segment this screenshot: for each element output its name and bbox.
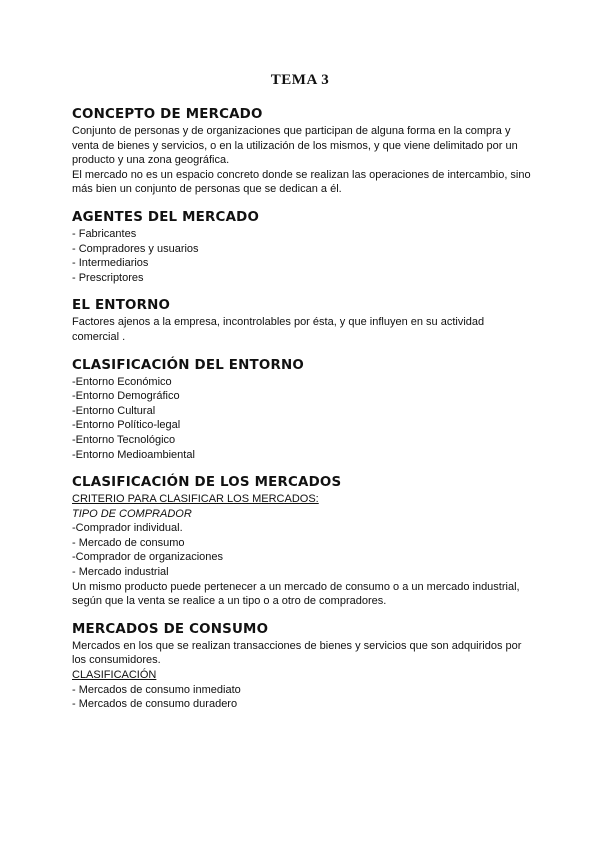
subheading-tipo-comprador: TIPO DE COMPRADOR (72, 507, 192, 520)
subheading-clasificacion: CLASIFICACIÓN (72, 669, 157, 682)
document-body (72, 106, 532, 724)
list-item: - Mercado de consumo (72, 536, 185, 549)
heading-clasificacion-entorno: CLASIFICACIÓN DEL ENTORNO (72, 357, 304, 373)
list-item: - Mercado industrial (72, 566, 169, 579)
paragraph: Conjunto de personas y de organizaciones que participan de alguna forma en la compra y venta de bienes y servicios, o en la utilización de los mismos, y que viene delimitado por un producto y una zona geográfica. (72, 125, 518, 167)
heading-mercados-consumo: MERCADOS DE CONSUMO (72, 621, 269, 637)
section-concepto (72, 106, 532, 197)
list-item: -Comprador individual. (72, 522, 183, 535)
list-item: -Comprador de organizaciones (72, 551, 224, 564)
section-agentes (72, 209, 532, 285)
list-item: -Entorno Medioambiental (72, 448, 195, 461)
section-clasificacion-mercados (72, 474, 532, 609)
list-item: - Compradores y usuarios (72, 242, 199, 255)
list-item: -Entorno Económico (72, 375, 172, 388)
list-item: - Prescriptores (72, 271, 144, 284)
subheading-criterio: CRITERIO PARA CLASIFICAR LOS MERCADOS: (72, 493, 319, 506)
list-item: - Intermediarios (72, 257, 149, 270)
paragraph: Un mismo producto puede pertenecer a un mercado de consumo o a un mercado industrial, según que la venta se realice a un tipo o a otro de compradores. (72, 580, 520, 608)
list-item: -Entorno Cultural (72, 404, 156, 417)
list-item: - Fabricantes (72, 227, 137, 240)
heading-concepto: CONCEPTO DE MERCADO (72, 107, 263, 122)
document-title: TEMA 3 (270, 72, 330, 88)
list-item: - Mercados de consumo inmediato (72, 683, 241, 696)
paragraph: Mercados en los que se realizan transacciones de bienes y servicios que son adquiridos por los consumidores. (72, 639, 522, 667)
list-item: -Entorno Político-legal (72, 419, 181, 432)
list-item: -Entorno Tecnológico (72, 433, 176, 446)
heading-clasificacion-mercados: CLASIFICACIÓN DE LOS MERCADOS (72, 475, 342, 491)
paragraph: El mercado no es un espacio concreto donde se realizan las operaciones de intercambio, sino más bien un conjunto de personas que se dedican a él. (72, 168, 531, 196)
paragraph: Factores ajenos a la empresa, incontrolables por ésta, y que influyen en su actividad comercial . (72, 316, 485, 343)
heading-entorno: EL ENTORNO (72, 298, 171, 314)
list-item: - Mercados de consumo duradero (72, 698, 238, 711)
list-item: -Entorno Demográfico (72, 390, 180, 403)
section-mercados-consumo (72, 621, 532, 712)
section-clasificacion-entorno (72, 357, 532, 463)
section-entorno (72, 297, 532, 344)
heading-agentes: AGENTES DEL MERCADO (72, 209, 260, 225)
